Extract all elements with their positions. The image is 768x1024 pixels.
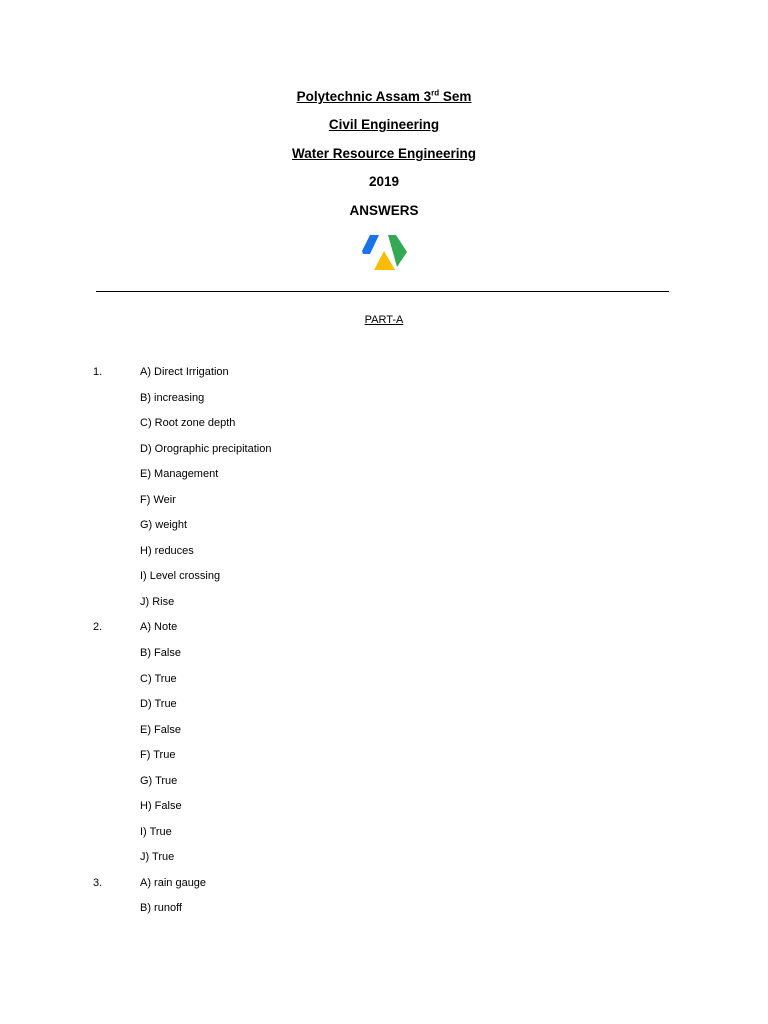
horizontal-divider [96, 291, 669, 292]
answer-text: A) rain gauge [140, 876, 207, 889]
answer-row [0, 441, 768, 467]
answer-text: J) True [140, 851, 175, 864]
answer-row [0, 798, 768, 824]
answer-row [0, 875, 768, 901]
answer-text: H) False [140, 800, 182, 813]
header-department: Civil Engineering [328, 117, 440, 132]
header-year: 2019 [368, 174, 400, 189]
answer-text: D) True [140, 698, 177, 711]
question-number: 3. [93, 876, 103, 889]
header-title-tail: Sem [439, 89, 472, 104]
tri-color-triangle-logo-icon [359, 232, 409, 272]
answer-row [0, 543, 768, 569]
header-title-main: Polytechnic Assam 3 [296, 89, 432, 104]
header-title [0, 89, 768, 105]
answer-row [0, 747, 768, 773]
header-subject: Water Resource Engineering [291, 146, 477, 161]
answer-row [0, 824, 768, 850]
answer-text: C) True [140, 672, 177, 685]
answer-row [0, 415, 768, 441]
answer-text: A) Note [140, 621, 178, 634]
answer-row [0, 671, 768, 697]
answer-row [0, 696, 768, 722]
question-number: 2. [93, 621, 103, 634]
answer-row [0, 492, 768, 518]
answer-text: D) Orographic precipitation [140, 442, 272, 455]
answer-row [0, 466, 768, 492]
header-title-sup: rd [431, 88, 440, 98]
answer-text: F) Weir [140, 493, 176, 506]
answer-row [0, 568, 768, 594]
answer-row [0, 645, 768, 671]
answer-text: C) Root zone depth [140, 417, 236, 430]
answer-text: I) Level crossing [140, 570, 221, 583]
answer-row [0, 849, 768, 875]
answer-text: B) False [140, 647, 181, 660]
logo-green-shape [388, 235, 407, 267]
answer-text: E) False [140, 723, 181, 736]
part-title: PART-A [364, 314, 404, 326]
answer-text: J) Rise [140, 595, 175, 608]
answer-text: I) True [140, 825, 172, 838]
answer-row [0, 517, 768, 543]
answer-row [0, 773, 768, 799]
question-number: 1. [93, 366, 103, 378]
answer-row [0, 364, 768, 390]
answer-text: G) True [140, 774, 178, 787]
answer-row [0, 900, 768, 926]
answer-text: H) reduces [140, 544, 194, 557]
answer-text: B) increasing [140, 391, 205, 404]
logo-blue-shape [362, 235, 379, 254]
answer-text: F) True [140, 749, 176, 762]
answer-text: G) weight [140, 519, 188, 532]
header-title-text [297, 89, 472, 104]
answer-list [0, 364, 768, 926]
answer-text: E) Management [140, 468, 219, 481]
answer-row [0, 390, 768, 416]
logo-yellow-shape [374, 251, 395, 270]
answer-row [0, 594, 768, 620]
answer-text: A) Direct Irrigation [140, 366, 229, 378]
header-answers: ANSWERS [349, 203, 419, 218]
answer-text: B) runoff [140, 902, 182, 915]
answer-row [0, 722, 768, 748]
answer-row [0, 619, 768, 645]
